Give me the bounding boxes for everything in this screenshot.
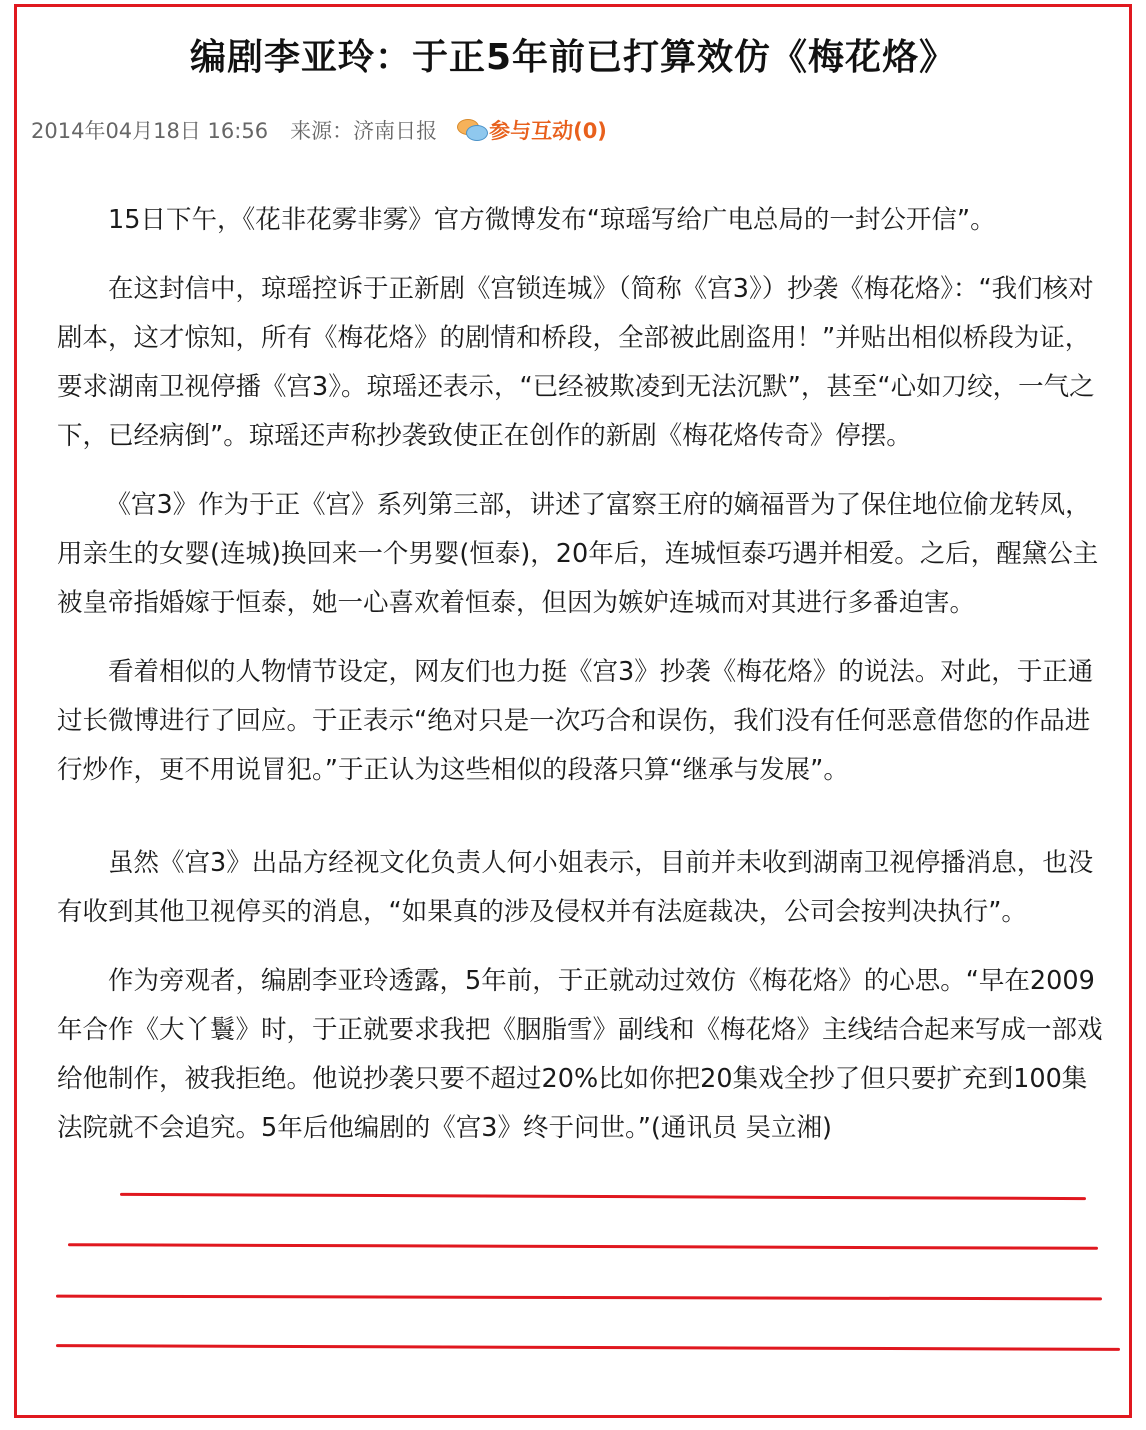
paragraph-3: 《宫3》作为于正《宫》系列第三部，讲述了富察王府的嫡福晋为了保住地位偷龙转凤，用亲生的女婴(连城)换回来一个男婴(恒泰)，20年后，连城恒泰巧遇并相爱。之后，醒黛公主被皇帝指婚嫁于恒泰，她一心喜欢着恒泰，但因为嫉妒连城而对其进行多番迫害。 [57,490,1099,618]
interact-link[interactable] [457,115,607,145]
paragraph-2: 在这封信中，琼瑶控诉于正新剧《宫锁连城》（简称《宫3》）抄袭《梅花烙》：“我们核对剧本，这才惊知，所有《梅花烙》的剧情和桥段，全部被此剧盗用！”并贴出相似桥段为证，要求湖南卫视停播《宫3》。琼瑶还表示，“已经被欺凌到无法沉默”，甚至“心如刀绞，一气之下，已经病倒”。琼瑶还声称抄袭致使正在创作的新剧《梅花烙传奇》停摆。 [57,274,1095,451]
paragraph-6: 作为旁观者，编剧李亚玲透露，5年前，于正就动过效仿《梅花烙》的心思。“早在2009年合作《大丫鬟》时，于正就要求我把《胭脂雪》副线和《梅花烙》主线结合起来写成一部戏给他制作，被我拒绝。他说抄袭只要不超过20%比如你把20集戏全抄了但只要扩充到100集法院就不会追究。5年后他编剧的《宫3》终于问世。”(通讯员 吴立湘) [57,966,1103,1143]
article-body [57,196,1103,1173]
comment-bubble-icon [457,117,487,143]
article-title: 编剧李亚玲：于正5年前已打算效仿《梅花烙》 [189,37,957,78]
paragraph-5: 虽然《宫3》出品方经视文化负责人何小姐表示，目前并未收到湖南卫视停播消息，也没有收到其他卫视停买的消息，“如果真的涉及侵权并有法庭裁决，公司会按判决执行”。 [57,848,1094,927]
interact-label: 参与互动(0) [489,119,607,143]
article-meta [31,115,607,145]
publish-date: 2014年04月18日 16:56 [31,119,269,143]
paragraph-1: 15日下午，《花非花雾非雾》官方微博发布“琼瑶写给广电总局的一封公开信”。 [108,205,996,235]
paragraph-4: 看着相似的人物情节设定，网友们也力挺《宫3》抄袭《梅花烙》的说法。对此，于正通过长微博进行了回应。于正表示“绝对只是一次巧合和误伤，我们没有任何恶意借您的作品进行炒作，更不用说冒犯。”于正认为这些相似的段落只算“继承与发展”。 [57,657,1094,785]
article-source: 来源：济南日报 [290,119,438,143]
